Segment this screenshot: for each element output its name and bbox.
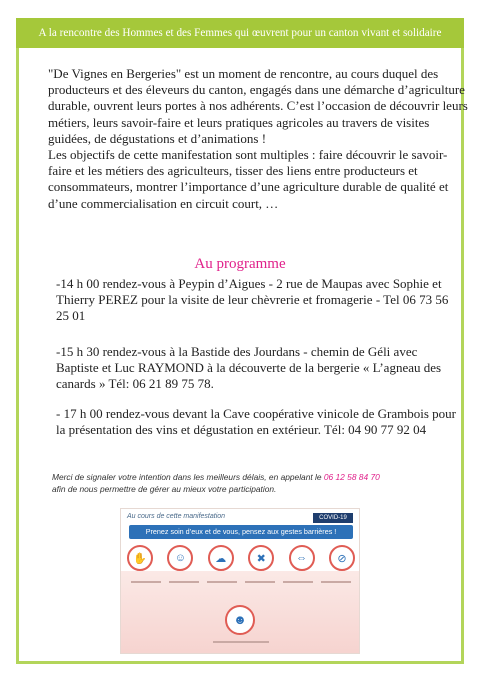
caption-line <box>245 581 275 583</box>
intro-text <box>48 66 468 212</box>
program-item-2: -15 h 30 rendez-vous à la Bastide des Jourdans - chemin de Géli avec Baptiste et Luc RAYMOND à la découverte de la bergerie « L’agneau des canards » Tél: 06 21 89 75 78. <box>56 344 442 392</box>
covid-poster <box>120 508 360 654</box>
caption-line <box>213 641 269 643</box>
intro-paragraph-1: "De Vignes en Bergeries" est un moment de rencontre, au cours duquel des producteurs et des éleveurs du canton, engagés dans une démarche d’agriculture durable, ouvrent leurs portes à nos adhérents. C’est l’occasion de découvrir leurs métiers, leurs savoir-faire et leurs pratiques agricoles au travers de visites guidées, de dégustations et d’animations ! <box>48 66 468 146</box>
program-item-1: -14 h 00 rendez-vous à Peypin d’Aigues - 2 rue de Maupas avec Sophie et Thierry PEREZ pour la visite de leur chèvrerie et fromagerie - Tel 06 73 56 25 01 <box>56 276 449 324</box>
tissue-icon: ☁ <box>208 545 234 571</box>
no-gathering-icon: ⊘ <box>329 545 355 571</box>
poster-subtitle: Prenez soin d’eux et de vous, pensez aux gestes barrières ! <box>129 525 353 539</box>
caption-line <box>321 581 351 583</box>
registration-notice <box>52 472 452 495</box>
program-item-3: - 17 h 00 rendez-vous devant la Cave coopérative vinicole de Grambois pour la présentation des vins et dégustation en extérieur. Tél: 04 90 77 92 04 <box>56 406 456 438</box>
barrier-gestures-row <box>127 545 355 571</box>
notice-text: Merci de signaler votre intention dans les meilleurs délais, en appelant le <box>52 472 324 482</box>
caption-line <box>207 581 237 583</box>
caption-line <box>169 581 199 583</box>
notice-text-2: afin de nous permettre de gérer au mieux votre participation. <box>52 483 277 494</box>
cough-elbow-icon: ☺ <box>167 545 193 571</box>
caption-line <box>283 581 313 583</box>
poster-heading: Au cours de cette manifestation <box>127 513 226 520</box>
hand-wash-icon: ✋ <box>127 545 153 571</box>
program-title: Au programme <box>194 256 286 272</box>
mask-icon: ☻ <box>225 605 255 635</box>
caption-line <box>131 581 161 583</box>
header-banner: A la rencontre des Hommes et des Femmes qui œuvrent pour un canton vivant et solidaire <box>16 18 464 48</box>
no-handshake-icon: ✖ <box>248 545 274 571</box>
notice-phone: 06 12 58 84 70 <box>323 472 380 482</box>
intro-paragraph-2: Les objectifs de cette manifestation sont multiples : faire découvrir le savoir-faire et les métiers des agriculteurs, tisser des liens entre producteurs et consommateurs, montrer l’importance d’une agriculture durable de qualité et d’une commercialisation en circuit court, … <box>48 147 449 211</box>
covid-badge: COVID-19 <box>313 513 353 523</box>
distance-icon: ⇔ <box>289 545 315 571</box>
